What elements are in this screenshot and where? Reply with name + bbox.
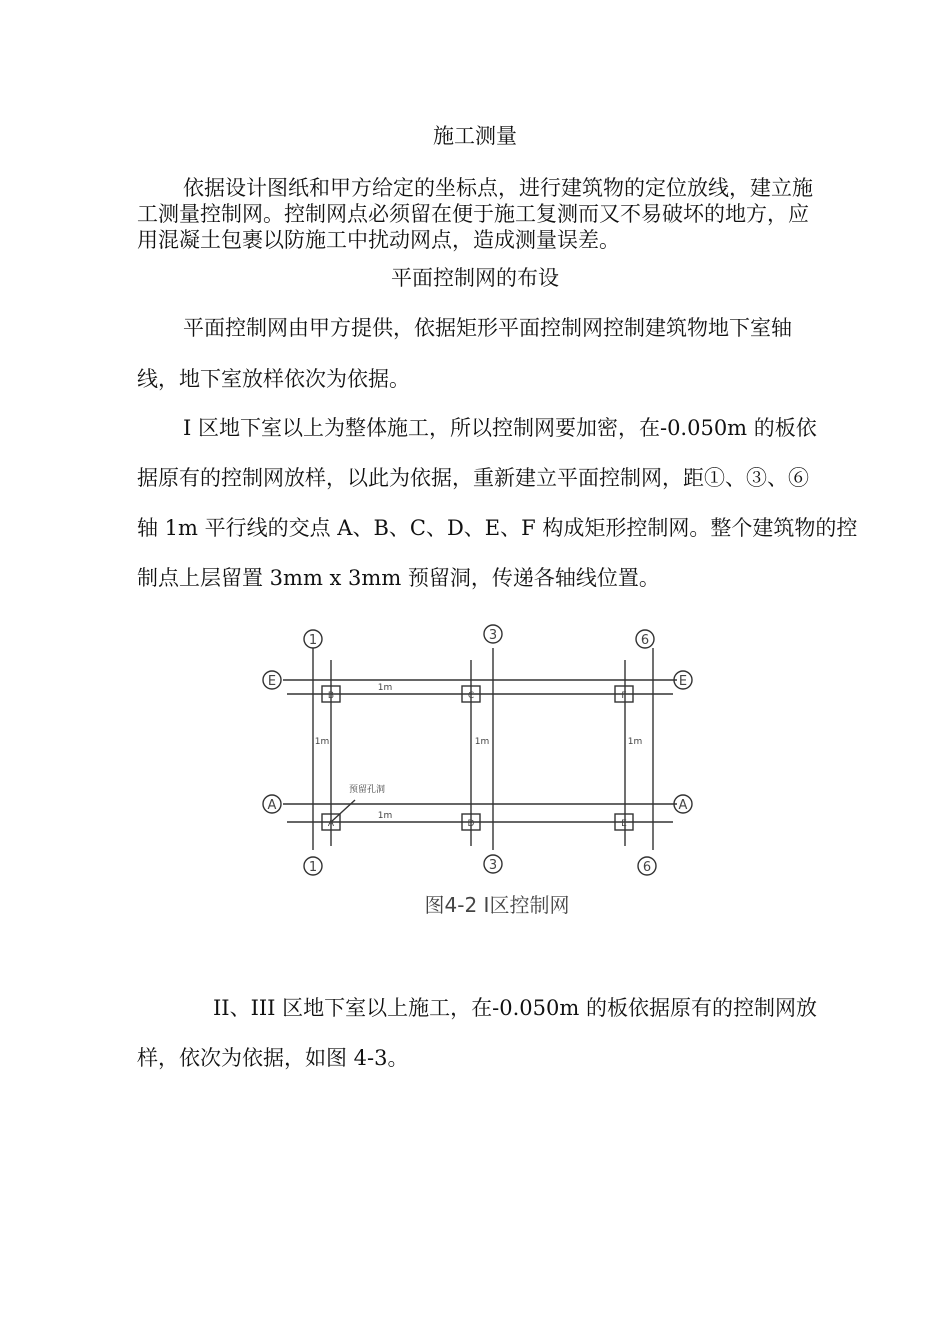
point-label-D: D	[467, 819, 475, 829]
paragraph-line: 制点上层留置 3mm x 3mm 预留洞，传递各轴线位置。	[137, 566, 660, 590]
paragraph-line: 据原有的控制网放样，以此为依据，重新建立平面控制网，距①、③、⑥	[137, 466, 809, 490]
section-title-survey: 施工测量	[433, 124, 517, 148]
paragraph-line: 工测量控制网。控制网点必须留在便于施工复测而又不易破坏的地方，应	[137, 202, 809, 226]
point-label-C: C	[467, 691, 475, 701]
dim-label-h-bottom: 1m	[377, 811, 393, 821]
dim-label-6: 1m	[627, 737, 643, 747]
axis-label-bottom-6: 6	[642, 860, 652, 875]
hole-label: 预留孔洞	[348, 785, 386, 795]
dim-label-h-top: 1m	[377, 683, 393, 693]
point-label-B: B	[327, 691, 335, 701]
axis-label-top-6: 6	[640, 633, 650, 648]
hole-leader	[331, 800, 355, 822]
axis-label-top-1: 1	[308, 633, 318, 648]
row-label-right-A: A	[678, 798, 688, 813]
point-label-F: F	[621, 691, 627, 701]
point-label-E: E	[621, 819, 627, 829]
row-label-left-A: A	[267, 798, 277, 813]
paragraph-line: 平面控制网由甲方提供，依据矩形平面控制网控制建筑物地下室轴	[183, 316, 792, 340]
row-label-right-E: E	[678, 674, 688, 689]
paragraph-line: I 区地下室以上为整体施工，所以控制网要加密，在-0.050m 的板依	[183, 416, 817, 440]
paragraph-line: 轴 1m 平行线的交点 A、B、C、D、E、F 构成矩形控制网。整个建筑物的控	[137, 516, 858, 540]
paragraph-line: 用混凝土包裹以防施工中扰动网点，造成测量误差。	[137, 228, 620, 252]
axis-label-bottom-1: 1	[308, 860, 318, 875]
paragraph-line: 线，地下室放样依次为依据。	[137, 367, 410, 391]
control-network-figure	[255, 620, 705, 930]
axis-label-top-3: 3	[488, 628, 498, 643]
dim-label-1: 1m	[314, 737, 330, 747]
section-title-control-network: 平面控制网的布设	[391, 266, 559, 290]
point-label-A: A	[327, 819, 335, 829]
row-label-left-E: E	[267, 674, 277, 689]
axis-label-bottom-3: 3	[488, 858, 498, 873]
paragraph-line: 依据设计图纸和甲方给定的坐标点，进行建筑物的定位放线，建立施	[183, 176, 813, 200]
paragraph-line: 样，依次为依据，如图 4-3。	[137, 1046, 409, 1070]
dim-label-3: 1m	[474, 737, 490, 747]
paragraph-line: II、III 区地下室以上施工，在-0.050m 的板依据原有的控制网放	[213, 996, 817, 1020]
figure-caption: 图4-2 I区控制网	[424, 893, 570, 917]
